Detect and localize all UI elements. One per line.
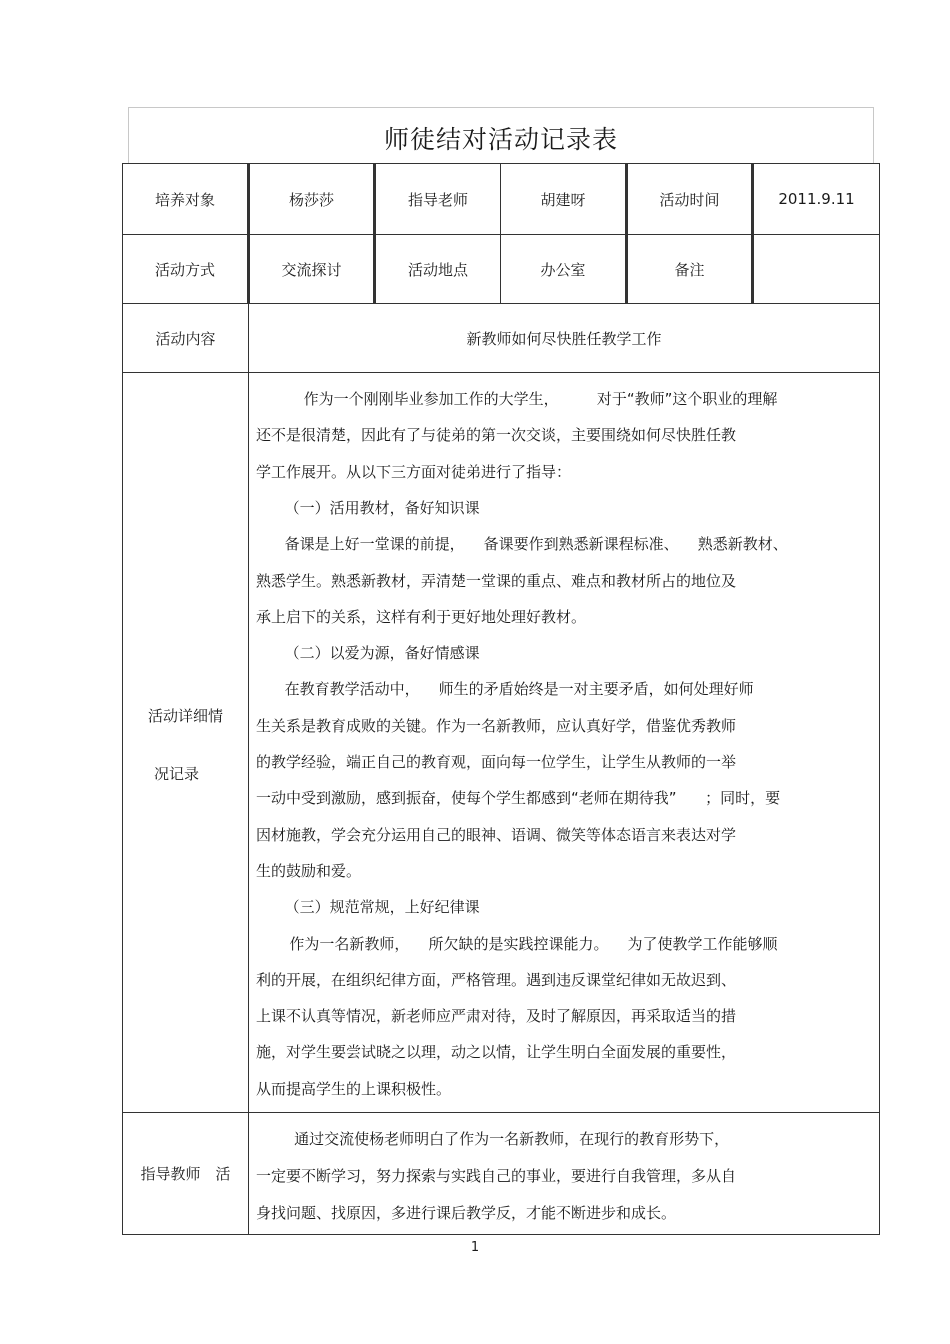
value-trainee: 杨莎莎 [249, 164, 375, 235]
value-activity-time: 2011.9.11 [753, 164, 880, 235]
label-trainee: 培养对象 [123, 164, 249, 235]
detail-line: 熟悉学生。熟悉新教材，弄清楚一堂课的重点、难点和教材所占的地位及 [256, 571, 737, 590]
detail-label-line1: 活动详细情 [147, 707, 223, 725]
table-row-3 [123, 304, 880, 373]
detail-paragraph [249, 373, 879, 1112]
label-detail-record [123, 373, 249, 1113]
value-remarks [753, 235, 880, 304]
detail-line: 作为一名新教师， 所欠缺的是实践控课能力。 为了使教学工作能够顺 [256, 934, 778, 953]
table-row-2 [123, 235, 880, 304]
label-mentor-summary: 指导教师 活 [123, 1113, 249, 1235]
detail-line: 利的开展，在组织纪律方面，严格管理。遇到违反课堂纪律如无故迟到、 [256, 970, 737, 989]
detail-line: （二）以爱为源，备好情感课 [256, 644, 480, 663]
value-mentor: 胡建呀 [501, 164, 627, 235]
label-activity-place: 活动地点 [375, 235, 501, 304]
label-activity-mode: 活动方式 [123, 235, 249, 304]
page-title: 师徒结对活动记录表 [383, 125, 618, 154]
detail-line: 学工作展开。从以下三方面对徒弟进行了指导： [256, 462, 572, 481]
label-remarks: 备注 [627, 235, 753, 304]
detail-record-content [249, 373, 880, 1113]
detail-line: 的教学经验，端正自己的教育观，面向每一位学生，让学生从教师的一举 [256, 753, 737, 771]
value-activity-place: 办公室 [501, 235, 627, 304]
summary-content [249, 1113, 880, 1235]
detail-line: 一动中受到激励，感到振奋，使每个学生都感到“老师在期待我” ；同时，要 [256, 789, 781, 808]
table-row-summary [123, 1113, 880, 1235]
detail-line: 承上启下的关系，这样有利于更好地处理好教材。 [256, 607, 587, 626]
detail-label-line2: 况记录 [153, 765, 199, 783]
table-row-1 [123, 164, 880, 235]
detail-line: （一）活用教材，备好知识课 [256, 498, 480, 517]
label-activity-time: 活动时间 [627, 164, 753, 235]
summary-paragraph [249, 1113, 879, 1234]
detail-line: 还不是很清楚，因此有了与徒弟的第一次交谈，主要围绕如何尽快胜任教 [256, 426, 737, 445]
detail-line: 因材施教，学会充分运用自己的眼神、语调、微笑等体态语言来表达对学 [256, 825, 737, 844]
title-box [128, 107, 874, 163]
summary-line: 通过交流使杨老师明白了作为一名新教师，在现行的教育形势下， [256, 1130, 730, 1148]
label-mentor: 指导老师 [375, 164, 501, 235]
detail-line: 从而提高学生的上课积极性。 [256, 1079, 452, 1098]
summary-line: 身找问题、找原因，多进行课后教学反，才能不断进步和成长。 [256, 1204, 677, 1222]
summary-line: 一定要不断学习，努力探索与实践自己的事业，要进行自我管理，多从自 [256, 1167, 737, 1185]
value-activity-content: 新教师如何尽快胜任教学工作 [249, 304, 880, 373]
detail-line: 备课是上好一堂课的前提， 备课要作到熟悉新课程标准、 熟悉新教材、 [256, 535, 788, 554]
detail-line: 上课不认真等情况，新老师应严肃对待，及时了解原因，再采取适当的措 [256, 1007, 737, 1026]
label-activity-content: 活动内容 [123, 304, 249, 373]
table-row-detail [123, 373, 880, 1113]
detail-line: 作为一个刚刚毕业参加工作的大学生， 对于“教师”这个职业的理解 [256, 390, 778, 408]
detail-line: 在教育教学活动中， 师生的矛盾始终是一对主要矛盾，如何处理好师 [256, 680, 754, 699]
detail-line: 施，对学生要尝试晓之以理，动之以情，让学生明白全面发展的重要性， [256, 1043, 737, 1062]
detail-line: 生关系是教育成败的关键。作为一名新教师，应认真好学，借鉴优秀教师 [256, 716, 737, 735]
detail-line: （三）规范常规，上好纪律课 [256, 898, 480, 917]
page-number: 1 [470, 1240, 480, 1255]
detail-line: 生的鼓励和爱。 [256, 861, 362, 880]
value-activity-mode: 交流探讨 [249, 235, 375, 304]
record-table [122, 163, 880, 1235]
